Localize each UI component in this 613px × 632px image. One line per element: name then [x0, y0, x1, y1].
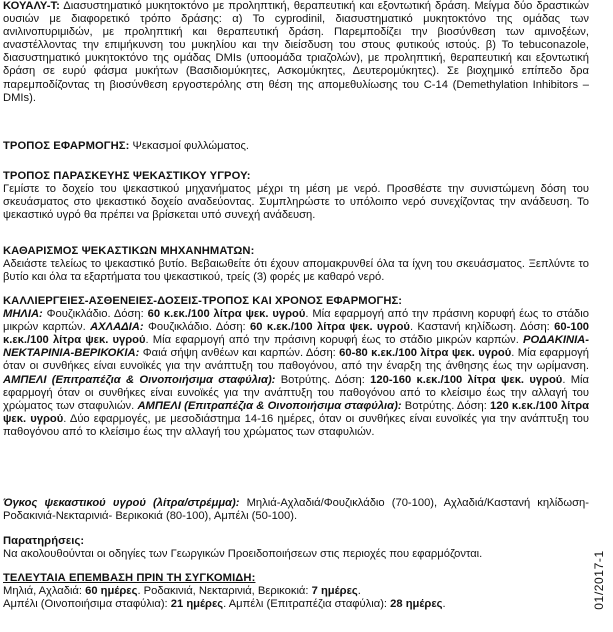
pre-harvest-line-1	[3, 585, 589, 598]
crop-apple: ΜΗΛΙΑ:	[3, 308, 43, 321]
harvest-text: Αμπέλι (Οινοποιήσιμα σταφύλια):	[3, 598, 171, 611]
crop-text: Βοτρύτης. Δόση:	[401, 399, 491, 412]
crop-text: . Μία εφαρμογή όταν οι συνθήκες είναι ευνοϊκές για την ανάπτυξη του παθογόνου από το κλείσιμο έως την αλλαγή του χρώματος των σταφυλιών.	[3, 373, 589, 412]
harvest-text: .	[357, 585, 361, 598]
harvest-text: . Ροδακινιά, Νεκταρινιά, Βερικοκιά:	[137, 585, 312, 598]
crops-section	[3, 295, 589, 439]
side-code-text: 01/2017-1	[592, 550, 606, 610]
crop-text: Φουζικλάδιο. Δόση:	[143, 321, 251, 334]
crop-text: . Δύο εφαρμογές, με μεσοδιάστημα 14-16 ημέρες, όταν οι συνθήκες είναι ευνοϊκές για την ανάπτυξη του παθογόνου από το κλείσιμο έως την αλλαγή του χρώματος των σταφυλιών.	[3, 412, 589, 438]
dose: 60-100 κ.εκ./100 λίτρα ψεκ. υγρού	[3, 321, 590, 347]
preparation-text: Γεμίστε το δοχείο του ψεκαστικού μηχανήματος μέχρι τη μέση με νερό. Προσθέστε την συνιστώμενη δόση του σκευάσματος στο ψεκαστικό δοχείο αναδεύοντας. Συμπληρώστε το υπόλοιπο νερό συνεχίζοντας την ανάδευση. Το ψεκαστικό υγρό θα πρέπει να βρίσκεται υπό συνεχή ανάδευση.	[3, 183, 589, 222]
harvest-days: 21 ημέρες	[170, 598, 224, 611]
crops-heading: ΚΑΛΛΙΕΡΓΕΙΕΣ-ΑΣΘΕΝΕΙΕΣ-ΔΟΣΕΙΣ-ΤΡΟΠΟΣ ΚΑΙ ΧΡΟΝΟΣ ΕΦΑΡΜΟΓΗΣ:	[3, 295, 403, 307]
spray-volume	[3, 497, 589, 523]
product-description	[3, 0, 589, 105]
harvest-days: 60 ημέρες	[85, 585, 138, 598]
crop-pear: ΑΧΛΑΔΙΑ:	[90, 321, 144, 334]
notes-heading: Παρατηρήσεις:	[3, 535, 85, 547]
harvest-text: .	[442, 598, 446, 611]
crop-text: Βοτρύτης. Δόση:	[275, 373, 371, 386]
spray-volume-label: Όγκος ψεκαστικού υγρού (λίτρα/στρέμμα):	[3, 497, 240, 509]
harvest-days: 7 ημέρες	[311, 585, 358, 598]
application-method-text: Ψεκασμοί φυλλώματος.	[129, 140, 250, 152]
crops-text	[3, 308, 589, 439]
pre-harvest-heading: ΤΕΛΕΥΤΑΙΑ ΕΠΕΜΒΑΣΗ ΠΡΙΝ ΤΗ ΣΥΓΚΟΜΙΔΗ:	[3, 572, 256, 584]
crop-vine: ΑΜΠΕΛΙ (Επιτραπέζια & Οινοποιήσιμα σταφύλια):	[3, 373, 276, 386]
dose: 60-80 κ.εκ./100 λίτρα ψεκ. υγρού	[339, 347, 512, 360]
crop-text: Φαιά σήψη ανθέων και καρπών. Δόση:	[139, 347, 340, 360]
harvest-text: . Αμπέλι (Επιτραπέζια σταφύλια):	[223, 598, 391, 611]
notes-text: Να ακολουθούνται οι οδηγίες των Γεωργικών Προειδοποιήσεων στις περιοχές που εφαρμόζονται.	[3, 548, 483, 561]
pre-harvest-section	[3, 572, 589, 611]
spray-volume-text: Μηλιά-Αχλαδιά/Φουζικλάδιο (70-100), Αχλαδιά/Καστανή κηλίδωση-Ροδακινιά-Νεκταρινιά- Βερικοκιά (80-100), Αμπέλι (50-100).	[3, 497, 589, 523]
application-method-heading: ΤΡΟΠΟΣ ΕΦΑΡΜΟΓΗΣ:	[3, 140, 130, 152]
cleaning-heading: ΚΑΘΑΡΙΣΜΟΣ ΨΕΚΑΣΤΙΚΩΝ ΜΗΧΑΝΗΜΑΤΩΝ:	[3, 245, 255, 257]
dose: 120 κ.εκ./100 λίτρα ψεκ. υγρού	[3, 399, 590, 425]
cleaning-section	[3, 245, 589, 284]
crop-text: . Μία εφαρμογή από την πράσινη κορυφή έως το στάδιο μικρών καρπών.	[3, 308, 589, 334]
preparation-section	[3, 170, 589, 222]
notes-section	[3, 535, 589, 561]
harvest-text: Μηλιά, Αχλαδιά:	[3, 585, 86, 598]
crop-text: . Καστανή κηλίδωση. Δόση:	[409, 321, 555, 334]
dose: 60 κ.εκ./100 λίτρα ψεκ. υγρού	[250, 321, 410, 334]
application-method	[3, 140, 589, 153]
dose: 120-160 κ.εκ./100 λίτρα ψεκ. υγρού	[370, 373, 563, 386]
crop-vine: ΑΜΠΕΛΙ (Επιτραπέζια & Οινοποιήσιμα σταφύλια):	[137, 399, 402, 412]
cleaning-text: Αδειάστε τελείως το ψεκαστικό βυτίο. Βεβαιωθείτε ότι έχουν απομακρυνθεί όλα τα ίχνη του σκευάσματος. Ξεπλύντε το βυτίο και όλα τα εξαρτήματα του ψεκαστικού, τρείς (3) φορές με καθαρό νερό.	[3, 258, 589, 284]
side-code	[587, 530, 611, 630]
dose: 60 κ.εκ./100 λίτρα ψεκ. υγρού	[147, 308, 306, 321]
product-name: ΚΟΥΑΛΥ-Τ:	[3, 0, 60, 12]
crop-text: Φουζικλάδιο. Δόση:	[42, 308, 148, 321]
product-description-text: Διασυστηματικό μυκητοκτόνο με προληπτική, θεραπευτική και εξοντωτική δράση. Μείγμα δύο δραστικών ουσιών με διαφορετικό τρόπο δράσης: α) Το cyprodinil, διασυστηματικό μυκητοκτόνο της ομάδας των ανιλινοπυριμιδών, με προληπτική και θεραπευτική δράση. Παρεμποδίζει την βιοσύνθεση των αμινοξέων, αναστέλλοντας την επιμήκυνση του μυκηλίου και την διείσδυση του στους φυτικούς ιστούς. β) Το tebuconazole, διασυστηματικό μυκητοκτόνο της ομάδας DMIs (υποομάδα τριαζολών), με προληπτική, θεραπευτική και εξοντωτική δράση σε ευρύ φάσμα μυκήτων (Βασιδιομύκητες, Ασκομύκητες, Δευτερομύκητες). Σε βιοχημικό επίπεδο δρα παρεμποδίζοντας τη βιοσύνθεση εργοστερόλης στη θέση της απομεθυλίωσης του C-14 (Demethylation Inhibitors – DMIs).	[3, 0, 589, 104]
preparation-heading: ΤΡΟΠΟΣ ΠΑΡΑΣΚΕΥΗΣ ΨΕΚΑΣΤΙΚΟΥ ΥΓΡΟΥ:	[3, 170, 251, 182]
harvest-days: 28 ημέρες	[390, 598, 443, 611]
pre-harvest-line-2	[3, 598, 589, 611]
crop-text: . Μία εφαρμογή όταν οι συνθήκες είναι ευνοϊκές για την ανάπτυξη του παθογόνου, από την έναρξη της άνθησης έως την ωρίμανση.	[3, 347, 589, 373]
crop-stonefruit: ΡΟΔΑΚΙΝΙΑ-ΝΕΚΤΑΡΙΝΙΑ-ΒΕΡΙΚΟΚΙΑ:	[3, 334, 589, 360]
crop-text: . Μία εφαρμογή από την πράσινη κορυφή έως το στάδιο μικρών καρπών.	[145, 334, 524, 347]
